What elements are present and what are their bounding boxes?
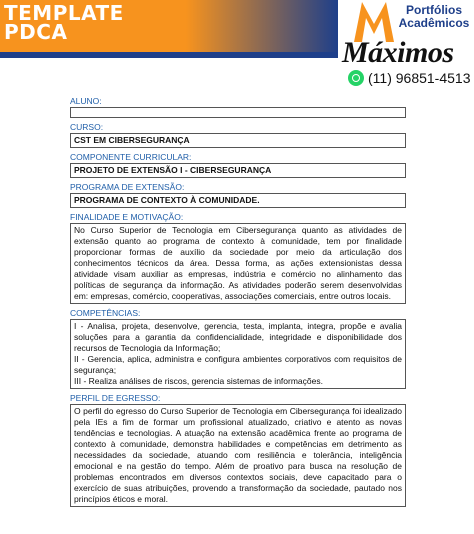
extension-form: [70, 92, 406, 507]
template-title: [4, 1, 124, 44]
template-banner: [0, 0, 338, 58]
finalidade-field: No Curso Superior de Tecnologia em Cibersegurança quanto as atividades de extensão quanto ao programa de contexto à comunidade, tem por finalidade proporcionar formas de auxílio da sociedade por meio da articulação dos conhecimentos técnicos da área. Dessa forma, as ações extensionistas dessa atividade visam auxiliar as empresas, indústria e comércio no alinhamento das políticas de segurança da informação. As atividades poderão serem desenvolvidas em: empresas, comércio, cooperativas, associações comerciais, entre outros locais.: [70, 223, 406, 304]
logo-brand: Máximos: [342, 36, 454, 69]
curso-field: CST EM CIBERSEGURANÇA: [70, 133, 406, 148]
whatsapp-icon: [348, 70, 364, 86]
componente-label: COMPONENTE CURRICULAR:: [70, 152, 192, 162]
aluno-label: ALUNO:: [70, 96, 102, 106]
competencias-field: [70, 319, 406, 389]
template-title-line2: PDCA: [4, 20, 68, 44]
contact-phone: [348, 70, 470, 86]
aluno-field[interactable]: [70, 107, 406, 118]
programa-field: PROGRAMA DE CONTEXTO À COMUNIDADE.: [70, 193, 406, 208]
competencia-item: III - Realiza análises de riscos, gerencia sistemas de informações.: [74, 376, 323, 386]
programa-label: PROGRAMA DE EXTENSÃO:: [70, 182, 185, 192]
perfil-label: PERFIL DE EGRESSO:: [70, 393, 161, 403]
finalidade-label: FINALIDADE E MOTIVAÇÃO:: [70, 212, 184, 222]
competencia-item: II - Gerencia, aplica, administra e configura ambientes corporativos com requisitos de segurança;: [74, 354, 402, 375]
phone-number: (11) 96851-4513: [368, 70, 471, 86]
template-title-line1: TEMPLATE: [4, 1, 124, 25]
componente-field: PROJETO DE EXTENSÃO I - CIBERSEGURANÇA: [70, 163, 406, 178]
banner-stripe: [0, 52, 338, 58]
logo-subtitle: [396, 4, 472, 30]
logo-line1: Portfólios: [406, 3, 462, 17]
competencias-label: COMPETÊNCIAS:: [70, 308, 141, 318]
perfil-field: O perfil do egresso do Curso Superior de Tecnologia em Cibersegurança foi idealizado pela IEs a fim de formar um profissional atualizado, criativo e atento as novas tendências e tecnologias. A atuação na extensão acadêmica frente ao programa de contexto à comunidade, demonstra habilidades e competências em detrimento as necessidades da sociedade, atuando com resiliência e tolerância, inteligência emocional e na gestão do tempo. Além de proativo para busca na resolução de problemas encontrados em diversos contextos sociais, deve capacitado para o exercício de suas atribuições, provendo a transformação da sociedade, pautado nos princípios éticos e moral.: [70, 404, 406, 507]
logo-line2: Acadêmicos: [398, 16, 470, 30]
curso-label: CURSO:: [70, 122, 104, 132]
competencia-item: I - Analisa, projeta, desenvolve, gerencia, testa, implanta, integra, propõe e avalia soluções para a garantia da confidencialidade, integridade e disponibilidade dos recursos de Tecnologia da Informação;: [74, 321, 402, 353]
